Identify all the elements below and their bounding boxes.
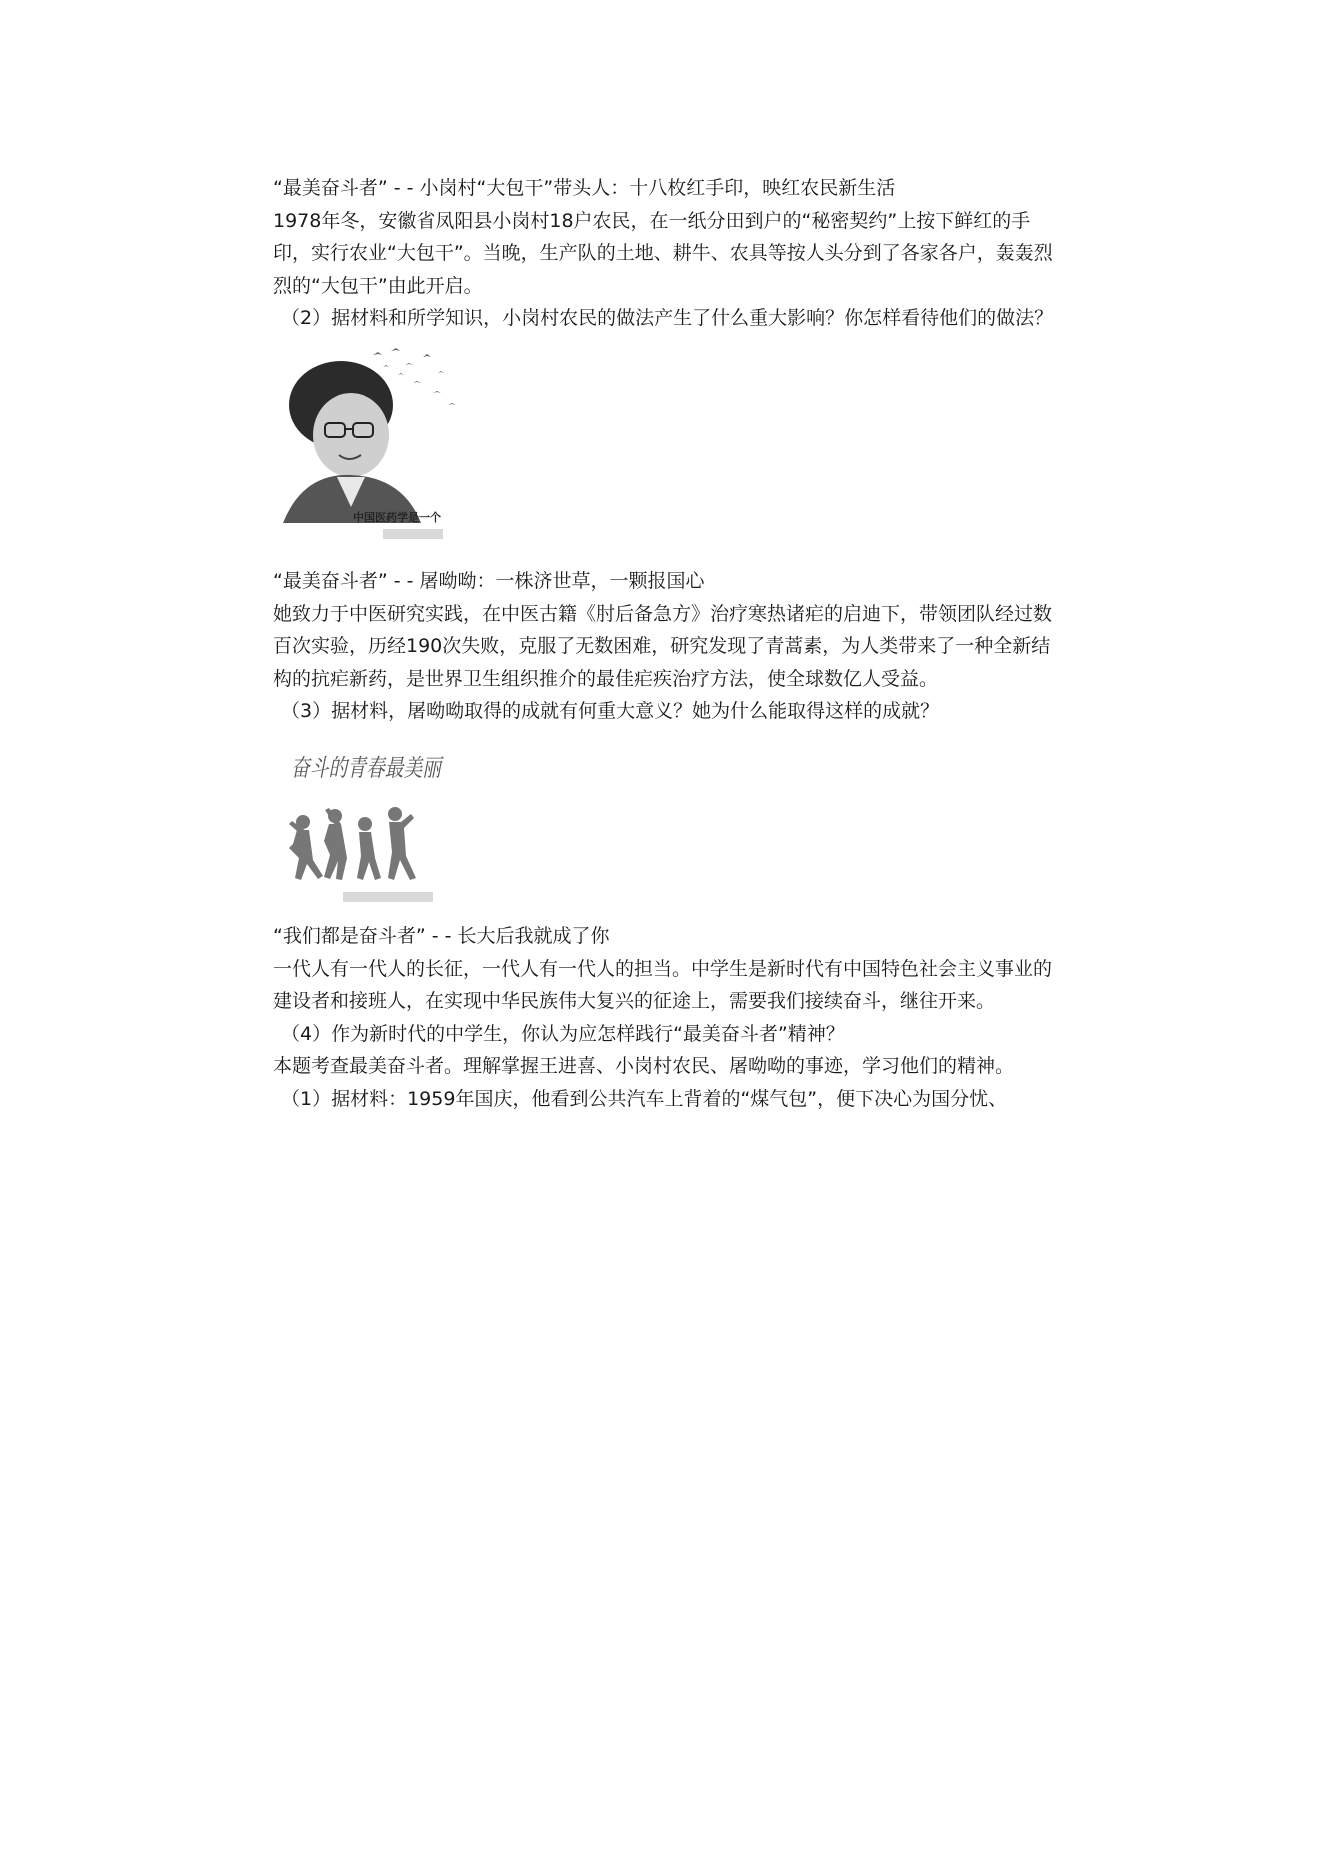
- section2-body: 她致力于中医研究实践，在中医古籍《肘后备急方》治疗寒热诸疟的启迪下，带领团队经过数百次实验，历经190次失败，克服了无数困难，研究发现了青蒿素，为人类带来了一种全新结构的抗疟新药，是世界卫生组织推介的最佳疟疾治疗方法，使全球数亿人受益。: [273, 602, 1053, 690]
- answer-1: （1）据材料：1959年国庆，他看到公共汽车上背着的“煤气包”，便下决心为国分忧、: [281, 1087, 1008, 1110]
- section2-heading: “最美奋斗者” - - 屠呦呦：一株济世草，一颗报国心: [273, 570, 705, 592]
- question-4: （4）作为新时代的中学生，你认为应怎样践行“最美奋斗者”精神？: [281, 1022, 845, 1045]
- section1-body: 1978年冬，安徽省凤阳县小岗村18户农民，在一纸分田到户的“秘密契约”上按下鲜红的手印，实行农业“大包干”。当晚，生产队的土地、耕牛、农具等按人头分到了各家各户，轰轰烈烈的“大包干”由此开启。: [273, 209, 1053, 297]
- analysis-intro: 本题考查最美奋斗者。理解掌握王进喜、小岗村农民、屠呦呦的事迹，学习他们的精神。: [273, 1055, 1015, 1077]
- youth-silhouettes: [289, 807, 416, 880]
- youth-striving-figure: [273, 736, 1068, 915]
- section1-heading: “最美奋斗者” - - 小岗村“大包干”带头人：十八枚红手印，映红农民新生活: [273, 177, 896, 199]
- tu-youyou-portrait-figure: [273, 343, 1068, 560]
- question-3: （3）据材料，屠呦呦取得的成就有何重大意义？她为什么能取得这样的成就？: [281, 700, 940, 722]
- youth-silhouettes-illustration: [273, 736, 453, 904]
- question-2: （2）据材料和所学知识，小岗村农民的做法产生了什么重大影响？你怎样看待他们的做法？: [281, 307, 1054, 329]
- portrait-caption: 中国医药学是一个: [353, 510, 441, 524]
- calligraphy-title: 奋斗的青春最美丽: [291, 753, 445, 782]
- section3-body: 一代人有一代人的长征，一代人有一代人的担当。中学生是新时代有中国特色社会主义事业的建设者和接班人，在实现中华民族伟大复兴的征途上，需要我们接续奋斗，继往开来。: [273, 957, 1053, 1012]
- blurred-watermark: [383, 529, 443, 539]
- section3-heading: “我们都是奋斗者” - - 长大后我就成了你: [273, 925, 610, 947]
- document-content: [273, 172, 1068, 1115]
- blurred-watermark: [343, 892, 433, 902]
- portrait-illustration: [273, 343, 495, 549]
